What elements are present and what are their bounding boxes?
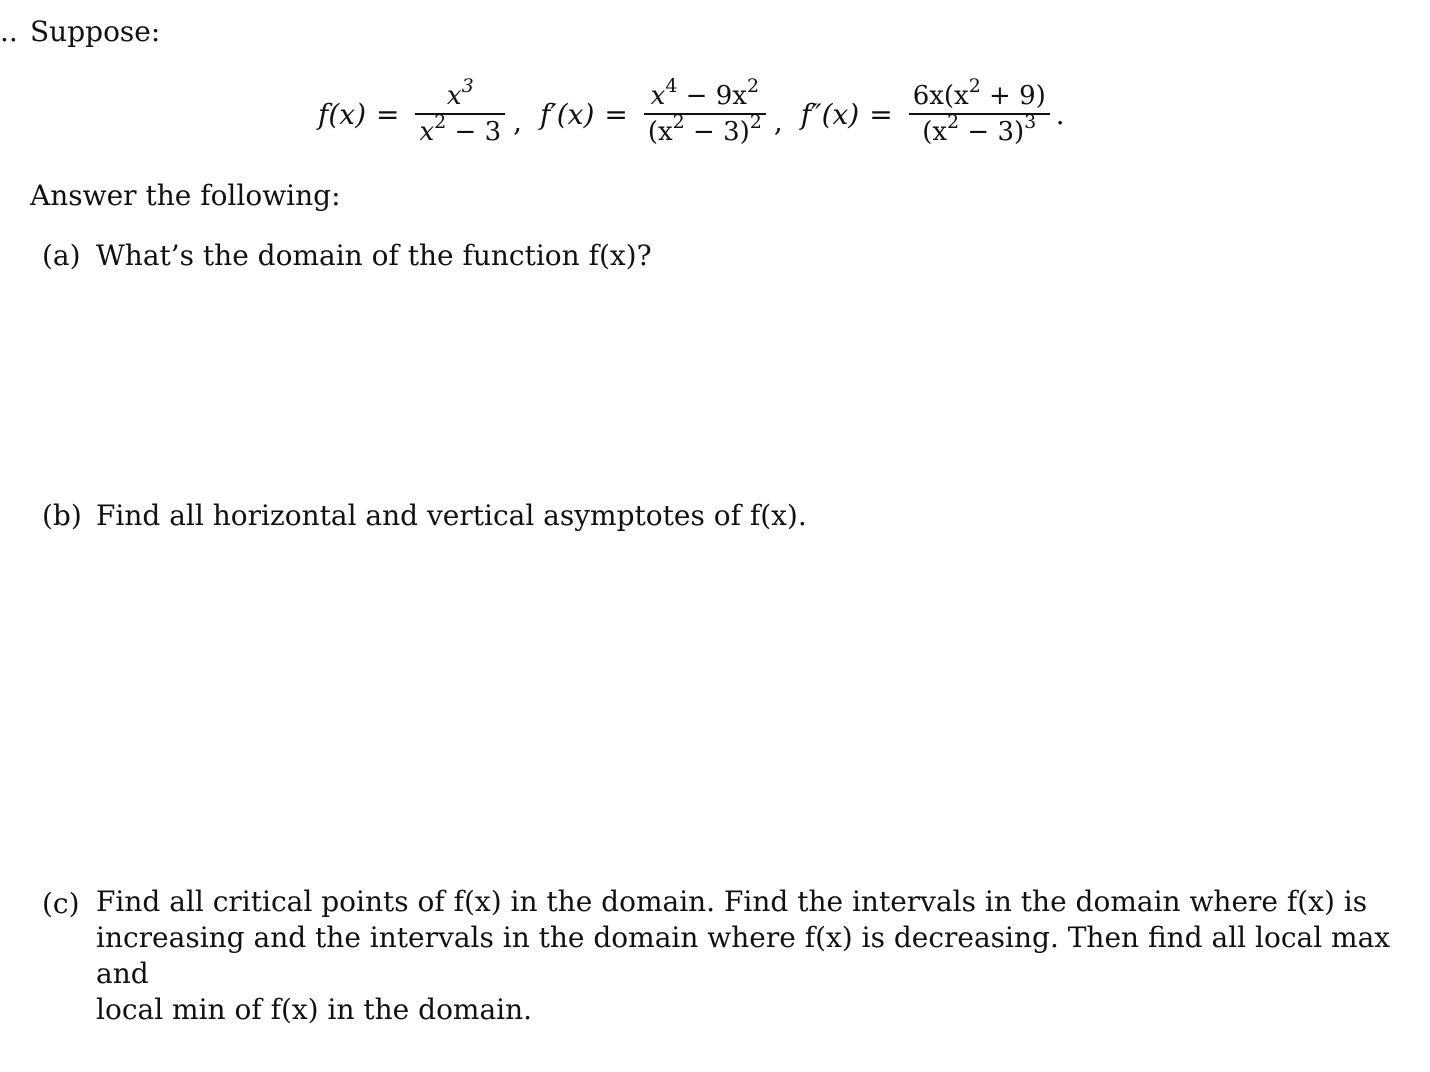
fpp-numerator: $6x(x^2 + 9)$ — [912, 75, 1046, 112]
part-c-text — [96, 884, 1416, 1028]
f-numerator: $x^3$ — [446, 75, 474, 112]
part-b-text: Find all horizontal and vertical asymptotes of f(x). — [96, 499, 807, 532]
part-a-text: What’s the domain of the function f(x)? — [96, 239, 652, 272]
fp-numerator: $x^4 - 9x^2$ — [650, 75, 760, 112]
problem-number-mark: .. — [0, 15, 18, 48]
fpp-denominator: $(x^2 - 3)^3$ — [922, 110, 1037, 147]
formula-row — [318, 72, 1065, 156]
part-a-label: (a) — [42, 239, 81, 272]
fpp-eq: = — [869, 97, 893, 131]
fpp-end-period: . — [1055, 97, 1065, 131]
fp-fraction — [644, 75, 766, 149]
part-c-line-3: local min of f(x) in the domain. — [96, 993, 533, 1026]
fpp-fraction — [909, 75, 1050, 149]
f-denominator: $x^2 - 3$ — [419, 110, 502, 147]
f-separator: , — [513, 105, 523, 138]
part-c-line-1: Find all critical points of f(x) in the domain. Find the intervals in the domain where f(x) is — [96, 885, 1368, 918]
fp-denominator: $(x^2 - 3)^2$ — [647, 110, 762, 147]
fp-eq: = — [604, 97, 628, 131]
part-c-line-2: increasing and the intervals in the domain where f(x) is decreasing. Then find all local max and — [96, 921, 1391, 990]
intro-text: Suppose: — [30, 15, 161, 48]
f-fraction — [415, 75, 505, 149]
part-b-label: (b) — [42, 499, 82, 532]
part-c-label: (c) — [42, 887, 80, 920]
fp-separator: , — [773, 105, 783, 138]
f-eq: = — [376, 97, 400, 131]
fpp-lhs: f″(x) — [800, 97, 860, 131]
answer-intro: Answer the following: — [30, 179, 341, 212]
fp-lhs: f′(x) — [540, 97, 595, 131]
f-lhs: f(x) — [318, 97, 367, 131]
